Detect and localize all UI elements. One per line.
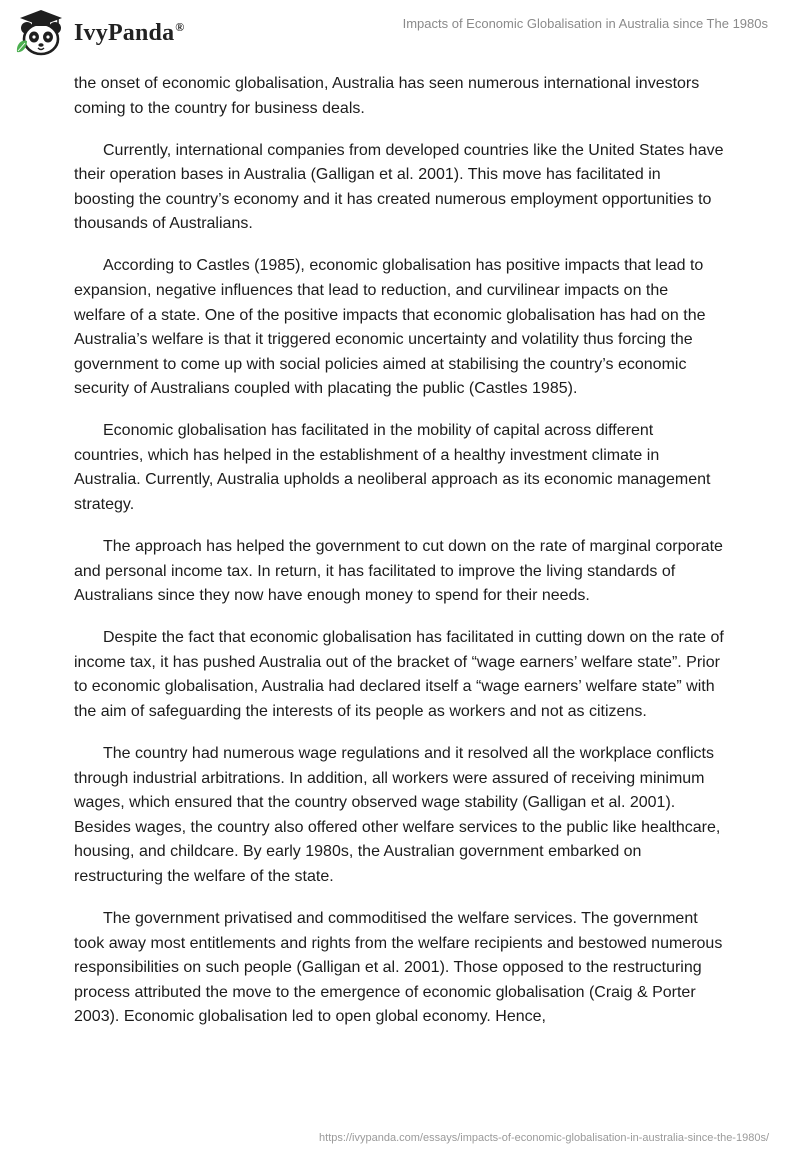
- paragraph: The government privatised and commoditised the welfare services. The government took away most entitlements and rights from the welfare recipients and bestowed numerous responsibilities on such people (Galligan et al. 2001). Those opposed to the restructuring process attributed the move to the emergence of economic globalisation (Craig & Porter 2003). Economic globalisation led to open global economy. Hence,: [74, 909, 723, 1026]
- paragraph: the onset of economic globalisation, Australia has seen numerous international investors coming to the country for business deals.: [74, 75, 700, 117]
- page-header: [0, 0, 800, 70]
- paragraph: According to Castles (1985), economic globalisation has positive impacts that lead to expansion, negative influences that lead to reduction, and curvilinear impacts on the welfare of a state. One of the positive impacts that economic globalisation has had on the Australia’s welfare is that it triggered economic uncertainty and volatility thus forcing the government to come up with social policies aimed at stabilising the country’s economic security of Australians coupled with placating the public (Castles 1985).: [74, 257, 706, 398]
- panda-graduation-cap-icon: [14, 8, 70, 58]
- document-title: Impacts of Economic Globalisation in Australia since The 1980s: [402, 16, 768, 31]
- paragraph: Currently, international companies from developed countries like the United States have their operation bases in Australia (Galligan et al. 2001). This move has facilitated in boosting the country’s economy and it has created numerous employment opportunities to thousands of Australians.: [74, 141, 724, 233]
- brand-name: IvyPanda®: [74, 19, 185, 46]
- paragraph: The approach has helped the government to cut down on the rate of marginal corporate and personal income tax. In return, it has facilitated to improve the living standards of Australians since they now have enough money to spend for their needs.: [74, 538, 723, 605]
- paragraph: Despite the fact that economic globalisation has facilitated in cutting down on the rate of income tax, it has pushed Australia out of the bracket of “wage earners’ welfare state”. Prior to economic globalisation, Australia had declared itself a “wage earners’ welfare state” with the aim of safeguarding the interests of its people as workers and not as citizens.: [74, 629, 724, 721]
- ivypanda-logo[interactable]: [14, 8, 184, 58]
- paragraph: Economic globalisation has facilitated in the mobility of capital across different countries, which has helped in the establishment of a healthy investment climate in Australia. Currently, Australia upholds a neoliberal approach as its economic management strategy.: [74, 422, 711, 514]
- essay-body: [74, 72, 724, 1047]
- source-url-link[interactable]: https://ivypanda.com/essays/impacts-of-economic-globalisation-in-australia-since-the-1980s/: [319, 1132, 769, 1144]
- paragraph: The country had numerous wage regulations and it resolved all the workplace conflicts through industrial arbitrations. In addition, all workers were assured of receiving minimum wages, which ensured that the country observed wage stability (Galligan et al. 2001). Besides wages, the country also offered other welfare services to the public like healthcare, housing, and childcare. By early 1980s, the Australian government embarked on restructuring the welfare of the state.: [74, 745, 721, 885]
